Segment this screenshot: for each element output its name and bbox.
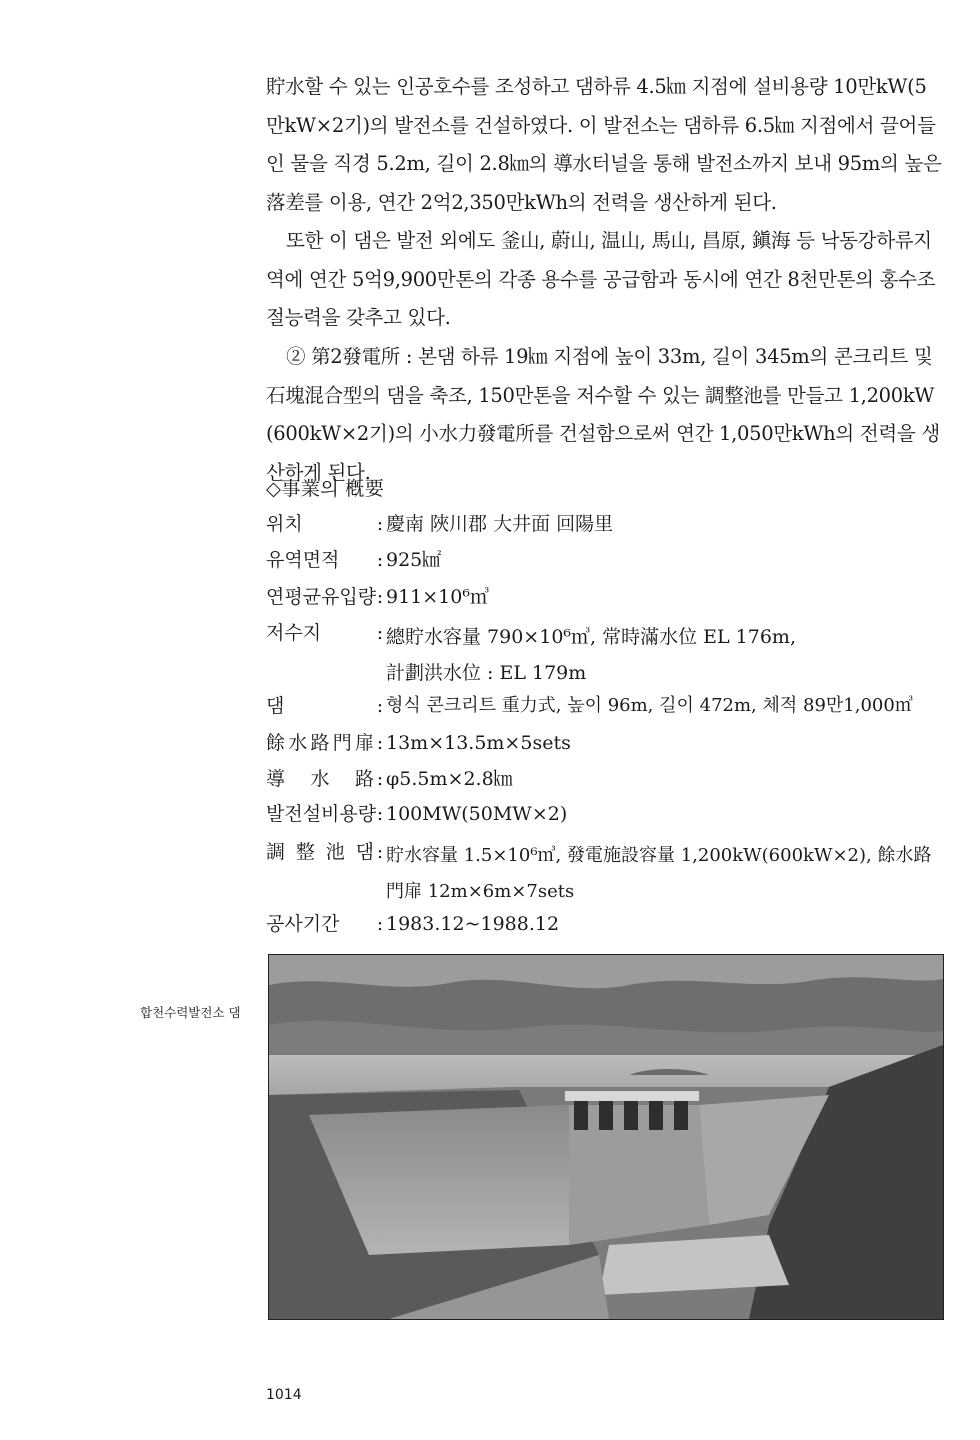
paragraph-water-supply-text: 또한 이 댐은 발전 외에도 釜山, 蔚山, 温山, 馬山, 昌原, 鎭海 등 낙동강하류지역에 연간 5억9,900만톤의 각종 용수를 공급함과 동시에 연간 8천만톤의 홍수조절능력을 갖추고 있다. [266, 229, 936, 329]
spec-value: 13m×13.5m×5sets [386, 732, 571, 754]
section-title: ◇事業의 槪要 [266, 477, 385, 500]
spec-row-reservoir: 저수지 : 總貯水容量 790×10⁶㎥, 常時滿水位 EL 176m, 計劃洪水位 : EL 179m [266, 619, 956, 691]
dam-photo-illustration [269, 955, 943, 1319]
spec-value [386, 838, 956, 910]
page-number: 1014 [266, 1387, 302, 1403]
spec-value [386, 619, 956, 691]
paragraph-water-supply [266, 222, 942, 338]
spec-value: 925㎢ [386, 549, 442, 571]
spec-label: 저수지 [266, 622, 322, 644]
spec-value-line2: 計劃洪水位 : EL 179m [386, 662, 587, 684]
spec-value: 1983.12~1988.12 [386, 913, 560, 935]
spec-row-dam: 댐 : 형식 콘크리트 重力式, 높이 96m, 길이 472m, 체적 89만1,000㎥ [266, 692, 956, 720]
spec-value: 慶南 陜川郡 大井面 回陽里 [386, 513, 614, 535]
spec-label: 댐 [266, 695, 285, 717]
spec-row-capacity: 발전설비용량 : 100MW(50MW×2) [266, 800, 956, 828]
spec-label: 공사기간 [266, 913, 340, 935]
spec-label: 발전설비용량 [266, 803, 377, 825]
spec-row-spillway-gate: 餘水路門扉 : 13m×13.5m×5sets [266, 729, 956, 757]
spec-value-line1: 貯水容量 1.5×10⁶㎥, 發電施設容量 1,200kW(600kW×2), 餘水路 [386, 845, 932, 866]
spec-row-annual-inflow: 연평균유입량 : 911×10⁶㎥ [266, 583, 956, 611]
spec-value-line2: 門扉 12m×6m×7sets [386, 881, 575, 902]
spec-value: 100MW(50MW×2) [386, 803, 568, 825]
paragraph-hydro-plant: 貯水할 수 있는 인공호수를 조성하고 댐하류 4.5㎞ 지점에 설비용량 10만kW(5만kW×2기)의 발전소를 건설하였다. 이 발전소는 댐하류 6.5㎞ 지점에서 끌어들인 물을 직경 5.2m, 길이 2.8㎞의 導水터널을 통해 발전소까지 보내 95m의 높은 落差를 이용, 연간 2억2,350만kWh의 전력을 생산하게 된다. [266, 75, 942, 214]
photo-caption: 합천수력발전소 댐 [140, 1005, 241, 1020]
spec-row-construction-period: 공사기간 : 1983.12~1988.12 [266, 910, 956, 938]
spec-label: 餘水路門扉 [266, 732, 374, 754]
spec-label: 導水路 [266, 768, 374, 790]
spec-value-line1: 總貯水容量 790×10⁶㎥, 常時滿水位 EL 176m, [386, 626, 796, 648]
paragraph-second-plant-text: ② 第2發電所 : 본댐 하류 19㎞ 지점에 높이 33m, 길이 345m의 콘크리트 및 石塊混合型의 댐을 축조, 150만톤을 저수할 수 있는 調整池를 만들고 1,200kW (600kW×2기)의 小水力發電所를 건설함으로써 연간 1,050만kWh의 전력을 생산하게 된다. [266, 345, 940, 484]
spec-row-location: 위치 : 慶南 陜川郡 大井面 回陽里 [266, 510, 956, 538]
spec-row-regulating-dam: 調整池댐 : 貯水容量 1.5×10⁶㎥, 發電施設容量 1,200kW(600kW×2), 餘水路 門扉 12m×6m×7sets [266, 838, 956, 910]
spec-label: 調整池댐 [266, 841, 374, 863]
spec-value: φ5.5m×2.8㎞ [386, 768, 513, 790]
spec-row-basin-area: 유역면적 : 925㎢ [266, 546, 956, 574]
spec-label: 위치 [266, 513, 303, 535]
paragraph-second-plant [266, 338, 942, 492]
dam-crest [565, 1091, 699, 1101]
spec-label: 연평균유입량 [266, 586, 377, 608]
spec-value: 형식 콘크리트 重力式, 높이 96m, 길이 472m, 체적 89만1,000㎥ [386, 695, 913, 716]
stilling-basin [599, 1235, 789, 1295]
spec-label: 유역면적 [266, 549, 340, 571]
dam-photo [268, 954, 944, 1320]
spec-row-headrace: 導水路 : φ5.5m×2.8㎞ [266, 765, 956, 793]
spec-value: 911×10⁶㎥ [386, 586, 489, 608]
